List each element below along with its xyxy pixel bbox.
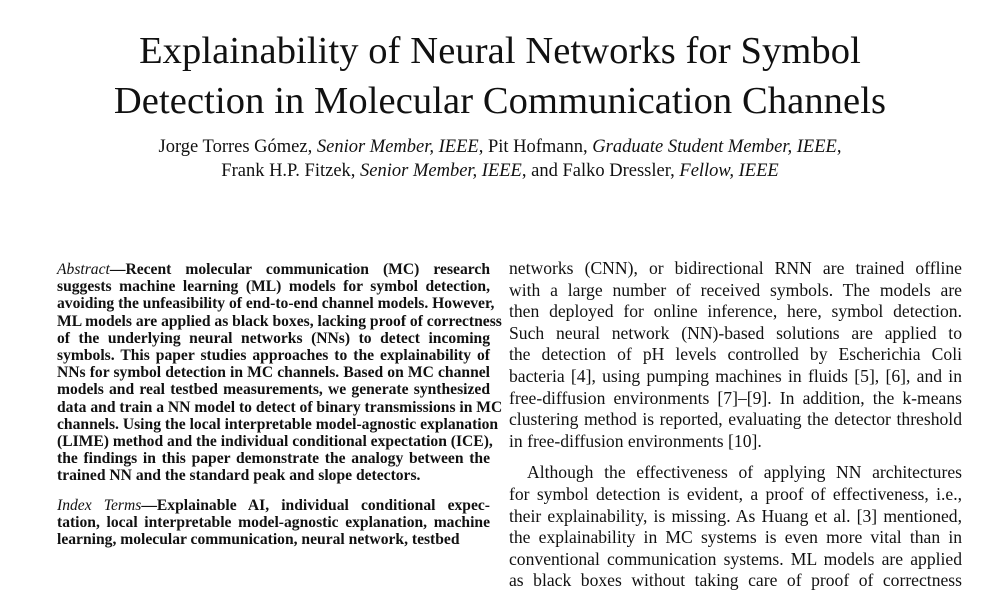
body-line: Such neural network (NN)-based solutions are applied to <box>509 322 962 343</box>
abstract-line: Abstract—Recent molecular communication (MC) research <box>57 261 490 278</box>
index-terms-line: tation, local interpretable model-agnostic explanation, machine <box>57 513 490 531</box>
abstract-line: ML models are applied as black boxes, lacking proof of correctness <box>57 312 502 330</box>
author-role: Fellow, IEEE <box>679 161 779 181</box>
body-line: then deployed for online inference, here, symbol detection. <box>509 301 962 322</box>
abstract-line: channels. Using the local interpretable model-agnostic explanation <box>57 415 499 433</box>
author-name: , and Falko Dressler, <box>521 161 680 181</box>
author-name: Jorge Torres Gómez, <box>158 137 317 157</box>
abstract-line: of the underlying neural networks (NNs) to detect incoming <box>57 329 490 347</box>
index-terms-line: Index Terms—Explainable AI, individual conditional expec- <box>57 496 491 514</box>
left-column <box>37 261 503 549</box>
abstract-lead: Abstract <box>57 261 110 278</box>
title-line-2: Detection in Molecular Communication Channels <box>113 80 887 122</box>
body-line: Although the effectiveness of applying NN architectures <box>527 462 962 483</box>
author-role: Senior Member, IEEE <box>316 137 479 157</box>
author-name: , Pit Hofmann, <box>478 137 593 157</box>
index-terms <box>37 497 490 549</box>
body-line: in free-diffusion environments [10]. <box>509 430 762 451</box>
author-separator: , <box>836 137 842 157</box>
paper-title <box>0 26 1000 126</box>
abstract-line: trained NN and the standard peak and slope detectors. <box>57 467 421 485</box>
abstract-line: symbols. This paper studies approaches to the explainability of <box>57 347 490 365</box>
abstract-line: models and real testbed measurements, we generate synthesized <box>57 381 490 399</box>
abstract <box>37 261 503 485</box>
index-terms-lead: Index Terms <box>57 496 142 514</box>
body-line: free-diffusion environments [7]–[9]. In addition, the k-means <box>509 387 962 408</box>
author-role: Senior Member, IEEE <box>360 161 522 181</box>
body-line: the explainability in MC systems is even more vital than in <box>509 527 962 548</box>
abstract-line: avoiding the unfeasibility of end-to-end channel models. However, <box>57 295 495 313</box>
body-paragraph-2 <box>509 462 962 592</box>
author-role: Graduate Student Member, IEEE <box>592 137 837 157</box>
body-line: clustering method is reported, evaluating the detector threshold <box>509 409 962 430</box>
body-line: with a large number of received symbols. The models are <box>509 279 962 300</box>
index-terms-line: learning, molecular communication, neural network, testbed <box>57 531 460 549</box>
body-paragraph-1 <box>509 258 962 452</box>
author-list <box>0 135 1000 183</box>
right-column <box>509 258 962 592</box>
abstract-line: data and train a NN model to detect of binary transmissions in MC <box>57 398 503 416</box>
author-line-1 <box>0 135 1000 159</box>
body-line: their explainability, is missing. As Huang et al. [3] mentioned, <box>509 505 962 526</box>
title-line-1: Explainability of Neural Networks for Symbol <box>139 30 861 72</box>
body-line: the detection of pH levels controlled by Escherichia Coli <box>509 344 962 365</box>
body-line: as black boxes without taking care of proof of correctness <box>509 570 962 591</box>
body-line: conventional communication systems. ML models are applied <box>509 548 962 569</box>
author-line-2 <box>0 159 1000 183</box>
body-line: networks (CNN), or bidirectional RNN are trained offline <box>509 258 962 278</box>
body-line: bacteria [4], using pumping machines in fluids [5], [6], and in <box>509 365 962 386</box>
abstract-line: NNs for symbol detection in MC channels. Based on MC channel <box>57 364 490 382</box>
author-name: Frank H.P. Fitzek, <box>221 161 361 181</box>
body-line: for symbol detection is evident, a proof of effectiveness, i.e., <box>509 483 962 504</box>
abstract-line: suggests machine learning (ML) models for symbol detection, <box>57 278 490 296</box>
abstract-line: the findings in this paper demonstrate the analogy between the <box>57 450 490 468</box>
abstract-line: (LIME) method and the individual conditional expectation (ICE), <box>57 433 493 451</box>
